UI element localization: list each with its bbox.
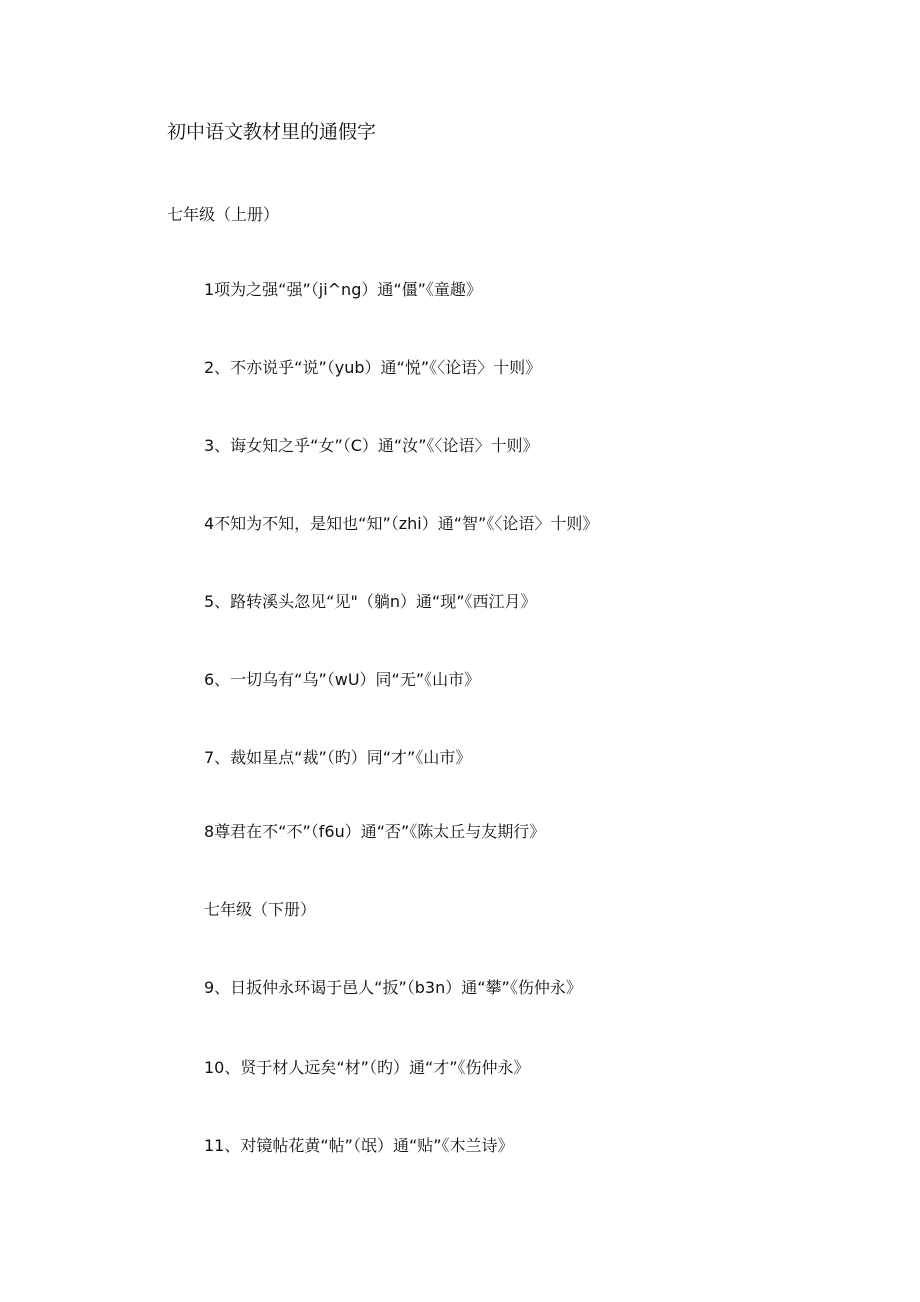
entry-10: 10、贤于材人远矣“材”（旳）通“才”《伤仲永》	[204, 1058, 530, 1077]
entry-3: 3、诲女知之乎“女”（C）通“汝”《〈论语〉十则》	[204, 436, 539, 455]
entry-1: 1项为之强“强”（ji^ng）通“僵”《童趣》	[204, 280, 482, 299]
entry-7: 7、裁如星点“裁”（旳）同“才”《山市》	[204, 748, 472, 767]
entry-9: 9、日扳仲永环谒于邑人“扳”（b3n）通“攀”《伤仲永》	[204, 978, 582, 997]
section-heading-grade7-vol2: 七年级（下册）	[204, 900, 317, 919]
entry-11: 11、对镜帖花黄“帖”（氓）通“贴”《木兰诗》	[204, 1136, 514, 1155]
entry-2: 2、不亦说乎“说”（yub）通“悦”《〈论语〉十则》	[204, 358, 542, 377]
entry-6: 6、一切乌有“乌”（wU）同“无”《山市》	[204, 670, 481, 689]
entry-5: 5、路转溪头忽见“见"（躺n）通“现”《西江月》	[204, 592, 537, 611]
entry-8: 8尊君在不“不”（f6u）通“否”《陈太丘与友期行》	[204, 822, 546, 841]
entry-4: 4不知为不知，是知也“知”（zhi）通“智”《〈论语〉十则》	[204, 514, 599, 533]
document-title: 初中语文教材里的通假字	[167, 121, 377, 143]
section-heading-grade7-vol1: 七年级（上册）	[167, 205, 280, 224]
